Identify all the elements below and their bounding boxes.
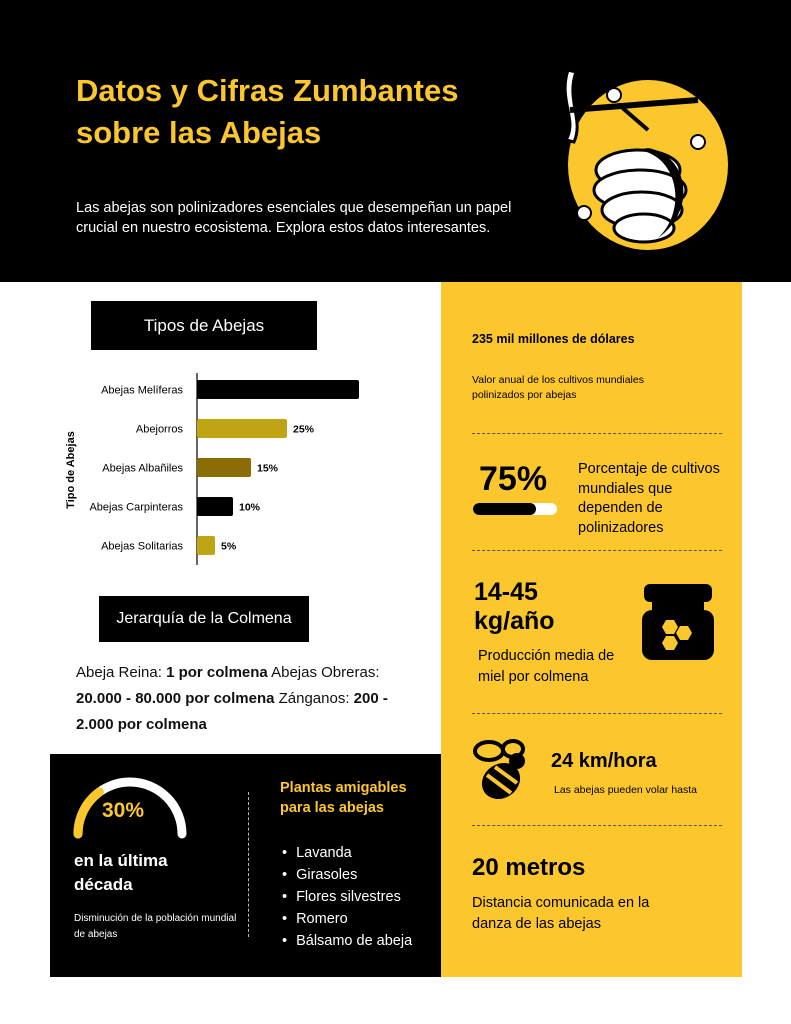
divider — [472, 550, 722, 551]
category-label: Abejas Melíferas — [101, 384, 183, 397]
workers-label: Abejas Obreras: — [267, 664, 380, 681]
data-label: 15% — [257, 462, 279, 475]
bar — [197, 380, 359, 399]
queen-value: 1 por colmena — [166, 664, 268, 681]
list-item: • Romero — [282, 908, 412, 930]
value-description: Valor anual de los cultivos mundiales polinizados por abejas — [472, 374, 644, 401]
decline-description: Disminución de la población mundial de abejas — [74, 913, 237, 940]
data-label: 25% — [293, 423, 315, 436]
divider — [472, 713, 722, 714]
honey-jar-icon — [640, 582, 716, 662]
intro-text: Las abejas son polinizadores esenciales que desempeñan un papel crucial en nuestro ecosistema. Explora estos datos interesantes. — [76, 200, 512, 236]
divider — [472, 433, 722, 434]
title-line-2: sobre las Abejas — [76, 115, 322, 150]
bar — [197, 458, 251, 477]
dance-value: 20 metros — [472, 854, 586, 881]
title-line-1: Datos y Cifras Zumbantes — [76, 73, 459, 108]
bar — [197, 497, 233, 516]
crops-progress-fill — [473, 503, 536, 515]
decline-percent: 30% — [102, 799, 145, 822]
workers-value: 20.000 - 80.000 por colmena — [76, 690, 275, 707]
honey-line-1: 14-45 — [474, 578, 538, 606]
bar — [197, 536, 215, 555]
category-label: Abejas Albañiles — [102, 462, 183, 475]
data-label: 10% — [239, 501, 261, 514]
hierarchy-heading: Jerarquía de la Colmena — [99, 596, 309, 642]
plants-title: Plantas amigables para las abejas — [280, 780, 407, 816]
queen-label: Abeja Reina: — [76, 664, 167, 681]
value-title: 235 mil millones de dólares — [472, 332, 635, 346]
facts-panel — [441, 282, 742, 977]
list-item: • Girasoles — [282, 864, 412, 886]
header — [0, 0, 791, 282]
divider — [248, 792, 249, 937]
data-label: 5% — [221, 540, 237, 553]
plants-list — [282, 842, 412, 952]
honey-description: Producción media de miel por colmena — [478, 648, 615, 685]
honey-amount — [474, 578, 555, 636]
beehive-icon — [548, 60, 738, 260]
dance-description: Distancia comunicada en la danza de las abejas — [472, 895, 650, 932]
drones-value: 200 - 2.000 por colmena — [76, 690, 388, 733]
decline-period: en la última década — [74, 851, 168, 894]
divider — [472, 825, 722, 826]
honey-line-2: kg/año — [474, 607, 555, 635]
crops-progress-bar — [473, 503, 557, 515]
crops-description: Porcentaje de cultivos mundiales que dependen de polinizadores — [578, 461, 720, 536]
bee-icon — [471, 737, 533, 803]
page-title — [76, 70, 546, 154]
decline-panel — [50, 754, 441, 977]
bar — [197, 419, 287, 438]
drones-label: Zánganos: — [274, 690, 354, 707]
list-item: • Bálsamo de abeja — [282, 930, 412, 952]
category-label: Abejas Carpinteras — [89, 501, 183, 514]
types-heading: Tipos de Abejas — [91, 301, 317, 350]
bee-types-chart — [60, 365, 380, 570]
chart-ylabel: Tipo de Abejas — [65, 431, 77, 509]
list-item: • Flores silvestres — [282, 886, 412, 908]
hierarchy-text — [76, 660, 406, 738]
list-item: • Lavanda — [282, 842, 412, 864]
crops-percent: 75% — [479, 460, 548, 498]
speed-value: 24 km/hora — [551, 750, 657, 772]
speed-description: Las abejas pueden volar hasta — [554, 784, 698, 796]
category-label: Abejas Solitarias — [101, 540, 183, 553]
category-label: Abejorros — [135, 423, 183, 436]
